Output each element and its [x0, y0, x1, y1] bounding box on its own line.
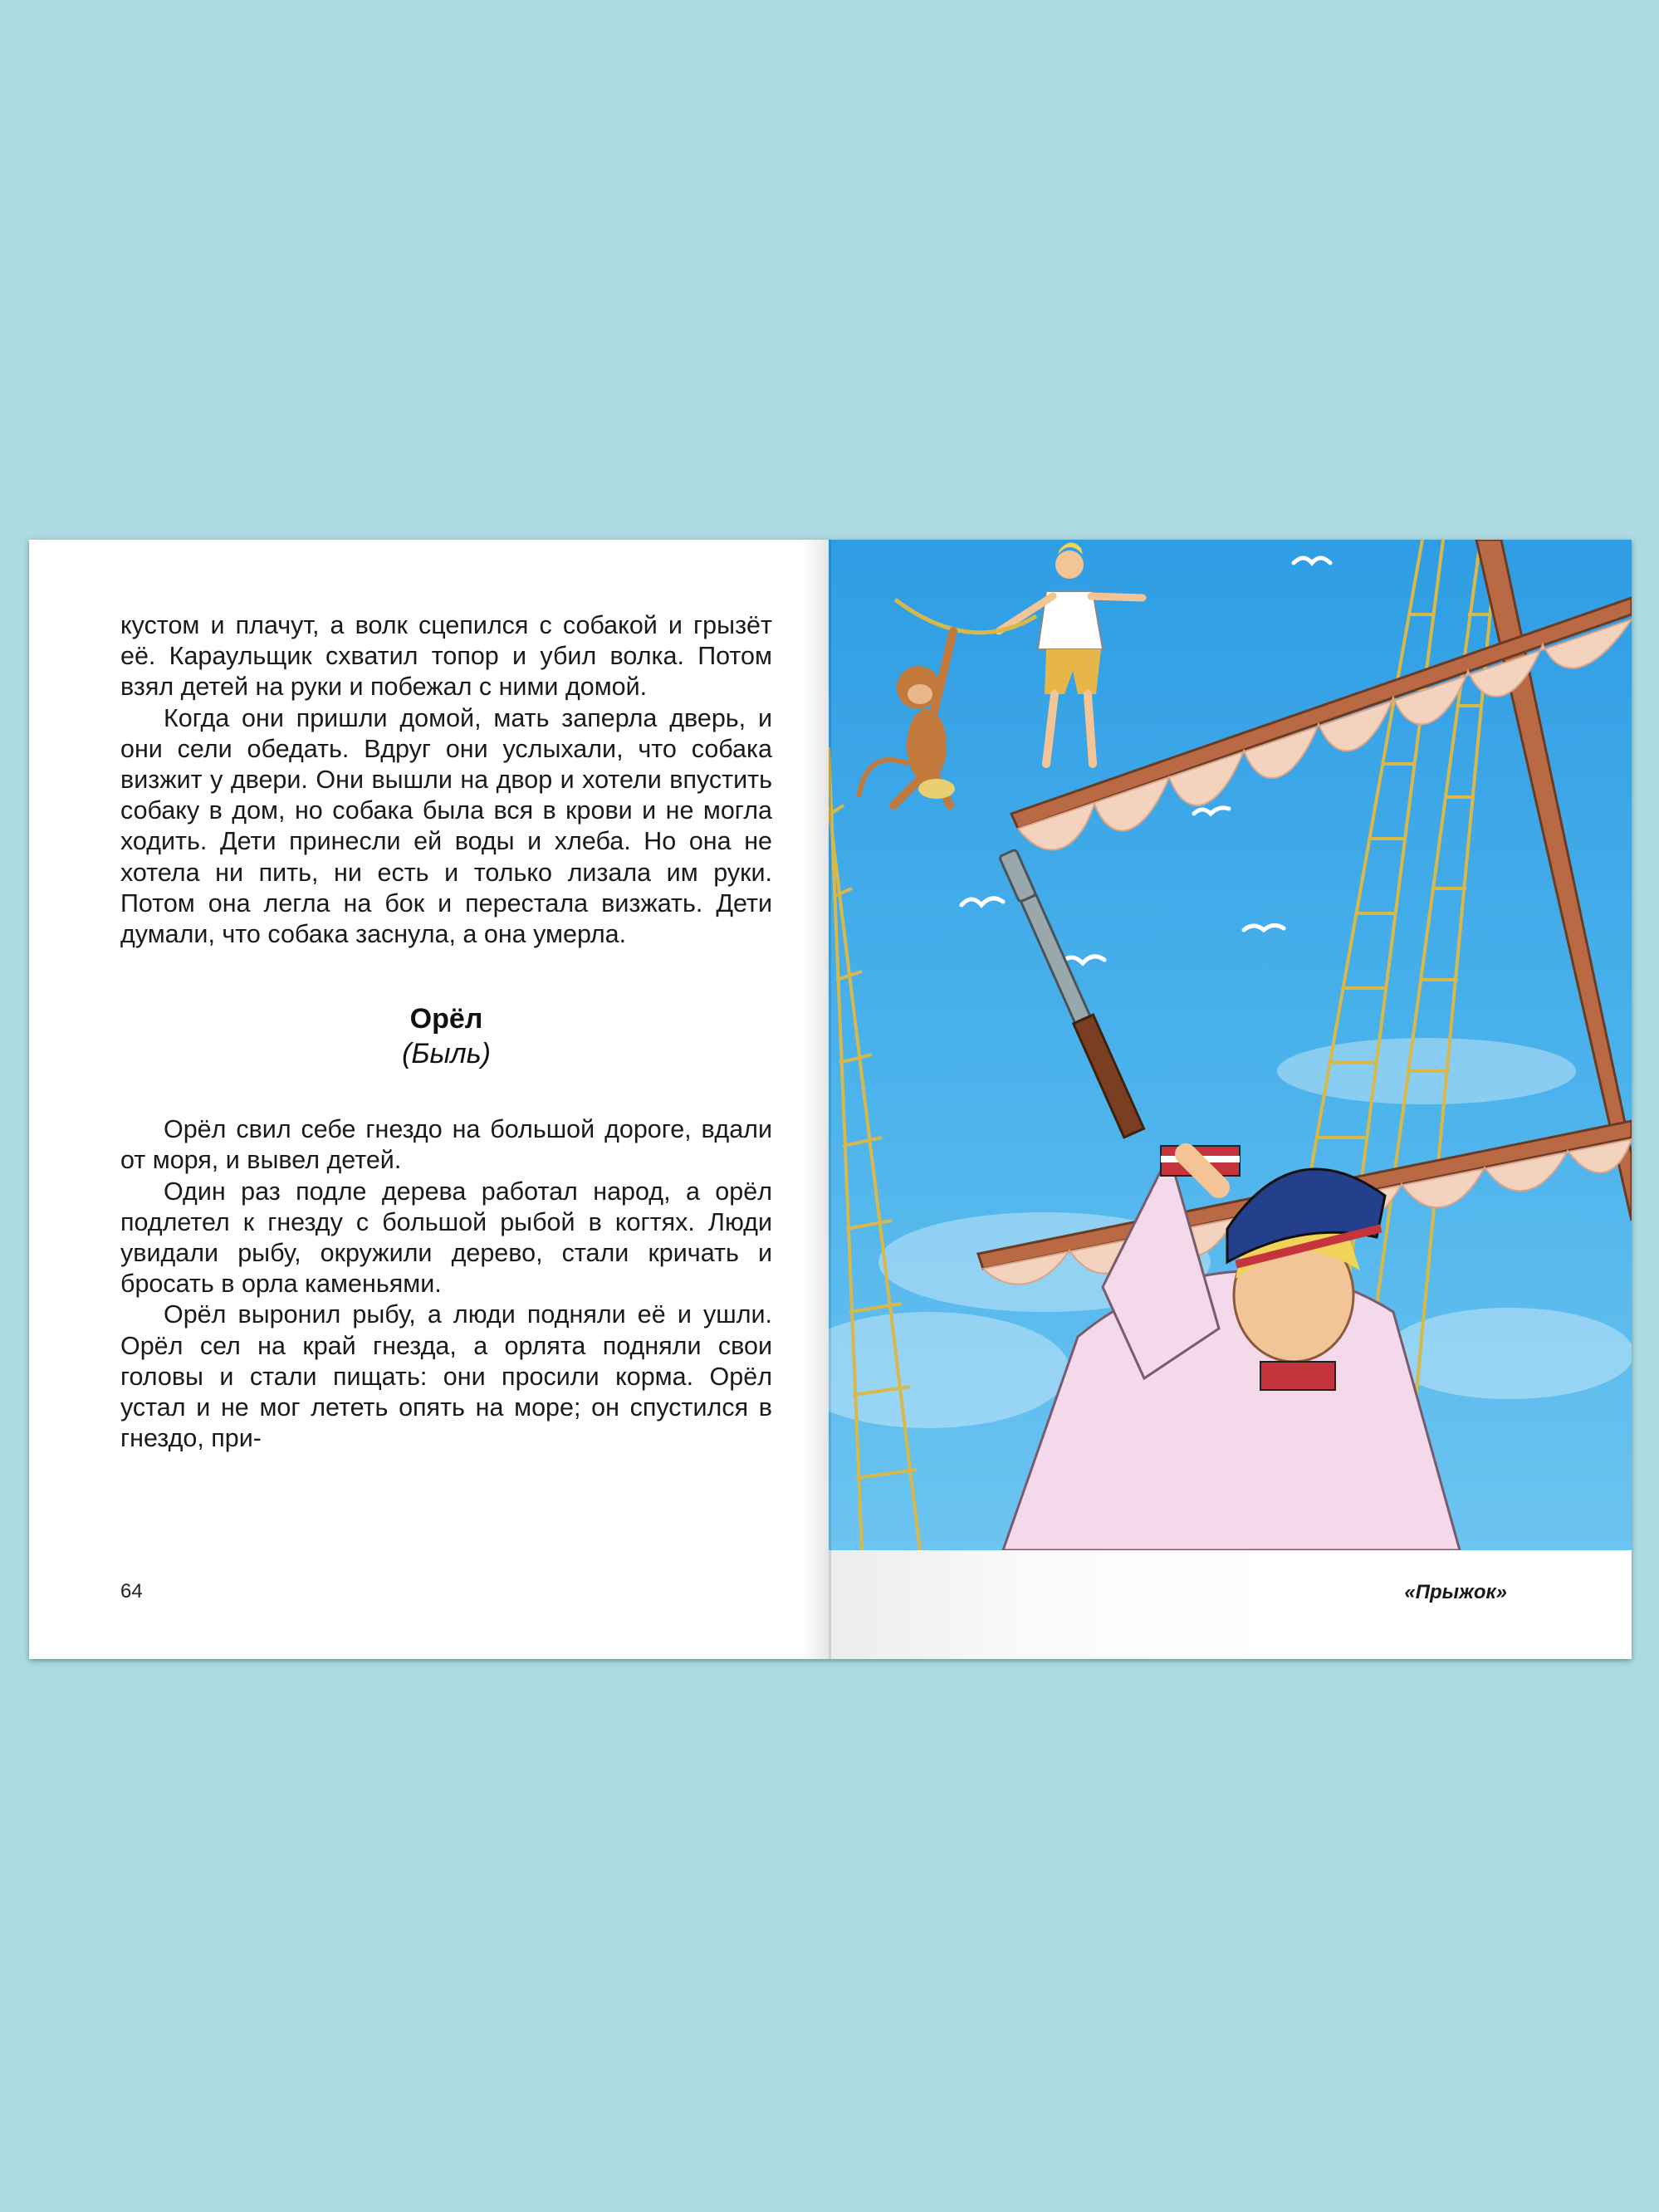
story-title: Орёл	[409, 1003, 483, 1035]
illustration-caption: «Прыжок»	[1404, 1581, 1507, 1603]
story-subtitle: (Быль)	[402, 1038, 491, 1070]
ship-rigging-illustration	[829, 540, 1632, 1550]
page-number: 64	[120, 1580, 143, 1603]
paragraph-eagle-nest: Орёл свил себе гнездо на большой дороге, вдали от моря, и вывел детей.	[120, 1115, 772, 1175]
caption-strip	[829, 1550, 1632, 1659]
paragraph-eagle-chicks: Орёл выронил рыбу, а люди подняли её и ушли. Орёл сел на край гнезда, а орлята подняли свои головы и стали пищать: они просили корма. Орёл устал и не мог лететь опять на море; он спустился в гнездо, при-	[120, 1300, 772, 1453]
paragraph-continuation: кустом и плачут, а волк сцепился с собакой и грызёт её. Караульщик схватил топор и убил волка. Потом взял детей на руки и побежал с ними домой.	[120, 611, 772, 702]
paragraph-dog-dies: Когда они пришли домой, мать заперла дверь, и они сели обедать. Вдруг они услыхали, что собака визжит у двери. Они вышли на двор и хотели впустить собаку в дом, но собака была вся в крови и не могла ходить. Дети принесли ей воды и хлеба. Но она не хотела ни пить, ни есть и только лизала им руки. Потом она легла на бок и перестала визжать. Дети думали, что собака заснула, а она умерла.	[120, 703, 772, 949]
left-page	[29, 540, 829, 1659]
right-page	[829, 540, 1632, 1659]
paragraph-eagle-fish: Один раз подле дерева работал народ, а орёл подлетел к гнезду с большой рыбой в когтях. Люди увидали рыбу, окружили дерево, стали кричать и бросать в орла каменьями.	[120, 1177, 772, 1299]
book-gutter	[801, 540, 831, 1659]
text-column	[120, 610, 772, 1454]
book-spread	[29, 540, 1632, 1659]
